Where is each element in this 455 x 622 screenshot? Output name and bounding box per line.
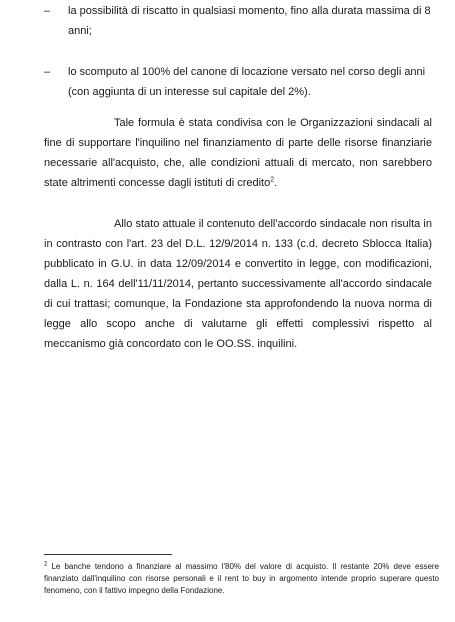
bullet-text: la possibilità di riscatto in qualsiasi momento, fino alla durata massima di 8 anni; <box>68 5 431 37</box>
paragraph-text: Tale formula è stata condivisa con le Organizzazioni sindacali al fine di supportare l'inquilino nel finanziamento di parte delle risorse finanziarie necessarie all'acquisto, che, alle condizioni attuali di mercato, non sarebbero state altrimenti concesse dagli istituti di credito <box>44 117 432 189</box>
bullet-item <box>44 1 434 41</box>
footnote-number: 2 <box>44 561 48 568</box>
paragraph <box>44 113 432 193</box>
bullet-item <box>44 62 434 102</box>
paragraph <box>44 214 432 354</box>
bullet-text: lo scomputo al 100% del canone di locazione versato nel corso degli anni (con aggiunta di un interesse sul capitale del 2%). <box>68 66 426 98</box>
paragraph-text: Allo stato attuale il contenuto dell'accordo sindacale non risulta in in contrasto con l'art. 23 del D.L. 12/9/2014 n. 133 (c.d. decreto Sblocca Italia) pubblicato in G.U. in data 12/09/2014 e convertito in legge, con modificazioni, dalla L. n. 164 dell'11/11/2014, pertanto successivamente all'accordo sindacale di cui trattasi; comunque, la Fondazione sta approfondendo la nuova norma di legge allo scopo anche di valutarne gli effetti complessivi rispetto al meccanismo già concordato con le OO.SS. inquilini. <box>44 218 432 350</box>
bullet-dash: – <box>44 66 51 78</box>
bullet-dash: – <box>44 5 51 17</box>
paragraph-tail: . <box>274 177 278 189</box>
footnote-separator <box>44 554 172 555</box>
footnote <box>44 561 439 597</box>
footnote-reference: 2 <box>270 176 275 184</box>
footnote-text: Le banche tendono a finanziare al massimo l'80% del valore di acquisto. Il restante 20% deve essere finanziato dall'inquilino con risorse personali e il rent to buy in argomento intende proprio superare questo fenomeno, con il fattivo impegno della Fondazione. <box>44 562 440 595</box>
